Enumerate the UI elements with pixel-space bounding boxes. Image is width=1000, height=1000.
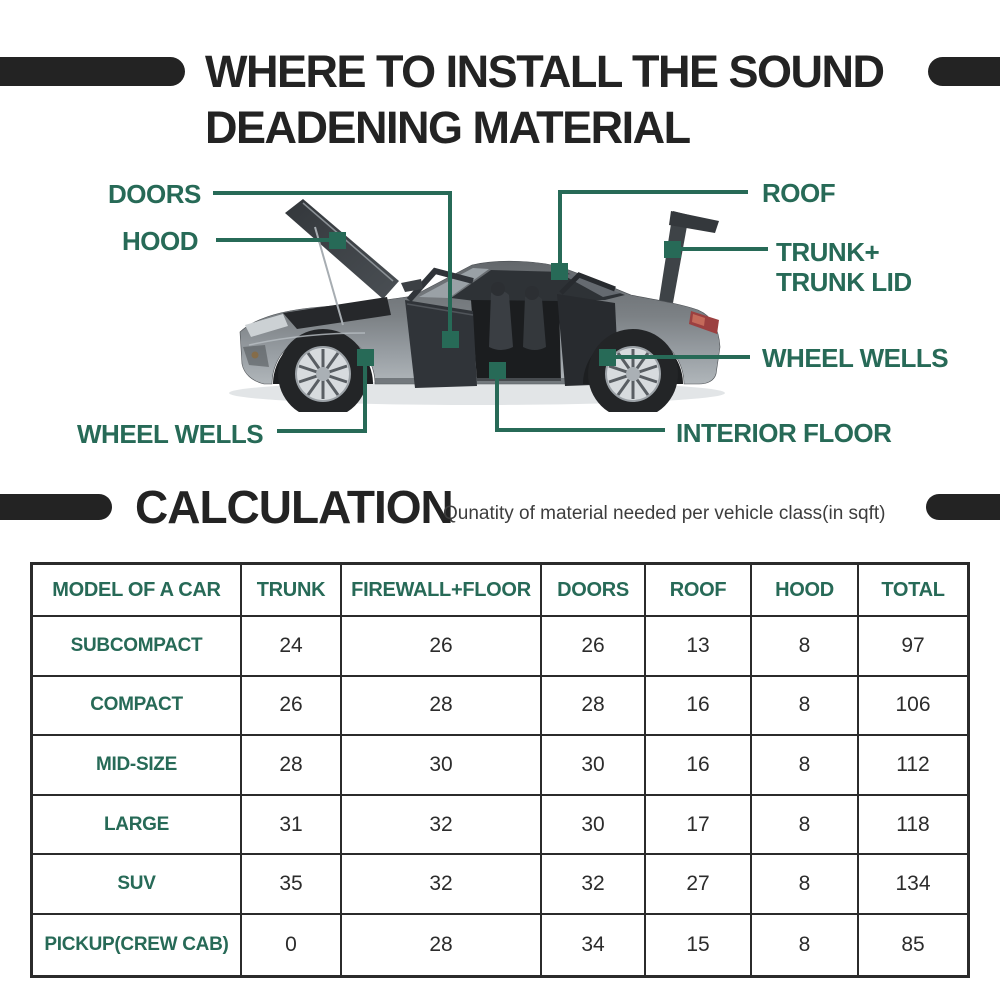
column-header: DOORS xyxy=(542,565,646,617)
label-roof: ROOF xyxy=(762,178,836,208)
table-cell-value: 15 xyxy=(646,915,752,975)
roof-marker xyxy=(551,263,568,280)
calculation-table xyxy=(30,562,970,978)
table-cell-value: 32 xyxy=(342,796,542,856)
label-hood: HOOD xyxy=(122,226,198,256)
table-cell-value: 30 xyxy=(342,736,542,796)
table-cell-value: 17 xyxy=(646,796,752,856)
table-cell-value: 26 xyxy=(542,617,646,677)
row-model-label: MID-SIZE xyxy=(33,736,242,796)
hood-connector-line xyxy=(216,238,332,242)
table-row xyxy=(33,855,967,915)
column-header: FIREWALL+FLOOR xyxy=(342,565,542,617)
table-cell-value: 8 xyxy=(752,915,859,975)
table-cell-value: 26 xyxy=(342,617,542,677)
table-cell-value: 8 xyxy=(752,796,859,856)
table-cell-value: 30 xyxy=(542,736,646,796)
table-row xyxy=(33,915,967,975)
trunk-connector-line xyxy=(678,247,768,251)
table-cell-value: 16 xyxy=(646,736,752,796)
table-cell-value: 8 xyxy=(752,736,859,796)
column-header: MODEL OF A CAR xyxy=(33,565,242,617)
table-cell-value: 35 xyxy=(242,855,342,915)
calculation-subtitle: Qunatity of material needed per vehicle class(in sqft) xyxy=(443,503,886,524)
wheel-wells-left-connector-line xyxy=(363,360,367,433)
table-cell-value: 134 xyxy=(859,855,967,915)
doors-connector-line xyxy=(213,191,452,195)
row-model-label: SUV xyxy=(33,855,242,915)
wheel-wells-left-connector-line xyxy=(277,429,367,433)
column-header: TRUNK xyxy=(242,565,342,617)
table-cell-value: 16 xyxy=(646,677,752,737)
table-cell-value: 85 xyxy=(901,932,925,956)
page-title-line1: WHERE TO INSTALL THE SOUND xyxy=(205,46,884,97)
calc-left-bar xyxy=(0,494,112,520)
label-trunk-line1: TRUNK+ xyxy=(776,237,880,267)
table-cell-value: 34 xyxy=(542,915,646,975)
doors-connector-line xyxy=(448,191,452,332)
table-cell-value: 28 xyxy=(242,736,342,796)
label-wheel-wells-right: WHEEL WELLS xyxy=(762,343,949,373)
table-cell-value: 28 xyxy=(342,677,542,737)
label-trunk-line2: TRUNK LID xyxy=(776,267,912,297)
page-title-line2: DEADENING MATERIAL xyxy=(205,102,690,153)
calculation-heading: CALCULATION xyxy=(135,481,453,533)
table-row xyxy=(33,677,967,737)
roof-connector-line xyxy=(558,190,562,266)
table-row xyxy=(33,796,967,856)
table-header-row xyxy=(33,565,967,617)
table-cell-value: 31 xyxy=(242,796,342,856)
label-wheel-wells-left: WHEEL WELLS xyxy=(77,419,264,449)
table-row xyxy=(33,736,967,796)
label-doors: DOORS xyxy=(108,179,201,209)
table-cell-value: 8 xyxy=(752,855,859,915)
column-header: TOTAL xyxy=(859,565,967,617)
row-model-label: LARGE xyxy=(33,796,242,856)
table-cell-value: 106 xyxy=(859,677,967,737)
column-header: ROOF xyxy=(646,565,752,617)
trunk-marker xyxy=(664,241,681,258)
table-cell-value: 0 xyxy=(242,915,342,975)
table-cell-value: 28 xyxy=(542,677,646,737)
table-cell-value: 32 xyxy=(342,855,542,915)
roof-connector-line xyxy=(558,190,748,194)
table-cell-value: 30 xyxy=(542,796,646,856)
table-cell-value: 28 xyxy=(342,915,542,975)
row-model-label: SUBCOMPACT xyxy=(33,617,242,677)
table-cell-value: 97 xyxy=(859,617,967,677)
doors-marker xyxy=(442,331,459,348)
calc-right-bar xyxy=(926,494,1000,520)
table-cell-value: 32 xyxy=(542,855,646,915)
table-row xyxy=(33,617,967,677)
table-cell-value: 13 xyxy=(646,617,752,677)
row-model-label: COMPACT xyxy=(33,677,242,737)
hood-marker xyxy=(329,232,346,249)
label-interior-floor: INTERIOR FLOOR xyxy=(676,418,892,448)
header-left-bar xyxy=(0,57,185,86)
wheel-wells-right-connector-line xyxy=(613,355,750,359)
row-model-label: PICKUP(CREW CAB) xyxy=(33,915,242,975)
column-header: HOOD xyxy=(752,565,859,617)
table-cell-value: 27 xyxy=(646,855,752,915)
page-title xyxy=(205,44,884,156)
table-cell-value: 112 xyxy=(859,736,967,796)
header-right-bar xyxy=(928,57,1000,86)
table-cell-value: 8 xyxy=(752,617,859,677)
interior-floor-connector-line xyxy=(495,375,499,432)
table-cell-value: 26 xyxy=(242,677,342,737)
table-cell-value: 118 xyxy=(859,796,967,856)
table-cell-value: 24 xyxy=(242,617,342,677)
label-trunk xyxy=(776,237,912,297)
interior-floor-connector-line xyxy=(497,428,665,432)
table-cell-value: 8 xyxy=(752,677,859,737)
